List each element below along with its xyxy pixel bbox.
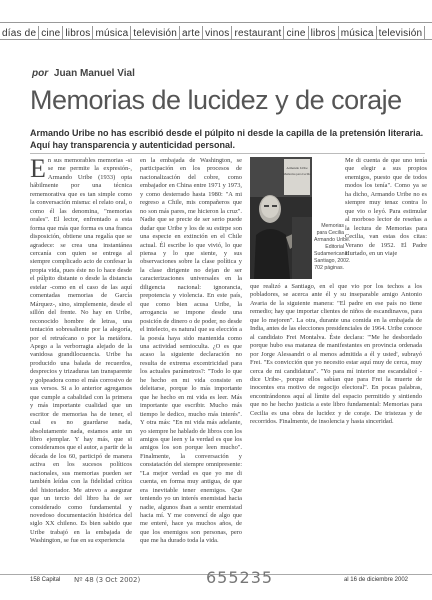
nav-item[interactable]: música	[339, 26, 377, 40]
author-name: Juan Manuel Vial	[53, 68, 135, 79]
column-text: Me di cuenta de que uno tenía que elegir a sus propios enemigos, puesto que de todos modos los tenía". Como ya se ha dicho, Armando Uribe no es siempre muy tenaz contra lo que vio o leyó. Para estimular al morboso lector de reseñas a la lectura de Memorias para Cecilia, van estas dos citas: Verano de 1952. El Padre Hurtado, en un viaje	[345, 157, 427, 257]
handwritten-number: 655235	[206, 568, 274, 587]
author-photo-image	[250, 157, 312, 279]
deck-line: Armando Uribe no has escribió desde el púlpito ni desde la capilla de la pretensión literaria.	[30, 128, 424, 138]
folio: 158 Capital	[30, 577, 61, 583]
article-column-2	[140, 157, 242, 570]
column-text: en la embajada de Washington, se participación en los procesos de nacionalización del cobre, como embajador en China entre 1971 y 1973, y como desterrado hasta 1980: "A mi regreso a Chile, mis compañeros que no son más pares, me hicieron la cruz". Nadie que se precie de ser serio puede dudar que Uribe y los de su estirpe son una especie en extinción en el Chile actual. Él escribe lo que vivió, lo que piensa y lo que siente, y sus observaciones sobre la clase política y la clase dirigente no dejan de ser caracterizaciones universales en la diligencia nacional: ignorancia, prepotencia y violencia. En este país, que como bien acusa Uribe, la arrogancia se impone desde una posición de dinero o de poder, no desde el intelecto, es natural que su elección a la poesía haya sido mantenida como una actividad semioculta. ¿O es que acaso la siguiente declaración no resulta de extrema excentricidad para los actuales parámetros?: "Todo lo que he hecho en mi vida consiste en deleitarse, porque lo más importante que he hecho en mi vida es leer. Más importante que escribir. Mucho más tiempo le dedico, mucho más interés". Y otra más: "En mi vida más adelante, yo siempre he hablado de libros con los amigos que leen y la verdad es que los amigos los son porque leen mucho". Finalmente, la conversación y constatación del siempre omnipresente: "La mejor verdad es que yo me di cuenta, en forma muy antigua, de que era inevitable tener enemigos. Que teniendo yo un interés enemistad hacia nadie, algunos iban a sentir enemistad hacia mí. Y me convencí de algo que me enteré, hace ya muchos años, de que los enemigos son personas, pero que me ha durado toda la vida.	[140, 157, 242, 545]
caption-line: Editorial	[325, 244, 344, 250]
article-column-4	[250, 283, 422, 570]
column-text: n sus memorables memorias -si se me permite la expresión-, Armando Uribe (1933) opta hábilmente por una técnica rememorativa que es tan simple como la conversación misma: el relato oral, o como él las denomina, "memorias orales". El lector, enfrentado a esta forma que más que forma es una franca disposición, obtiene una regalía que se agradece: se crea una instantánea cercanía con quien se entrega al siempre complicado acto de confesar la propia vida, pues éste no lo hace desde el púlpito distante o desde la distancia estelar -como en el caso de las aquí comentadas memorias de García Márquez-, sino, simplemente, desde el sillón del frente. No hay en Uribe, reconocido hombre de letras, una tentación sobresaliente por la alegoría, por el retruécano o por la metáfora. Apego a la verborragia alejado de la vanidosa grandilocuencia. Uribe ha producido una balada de recuerdos, desprecios y trizaduras tan transparente y golpeadora como el más corrosivo de sus versos. Si a lo anterior agregamos que cumple a cabalidad con la primera y más importante cualidad que un escritor de memorias ha de tener, el cual es no guardarse nada, absolutamente nada, estamos ante un libro ejemplar. Y hay más, que si consideramos que el autor, a partir de la década de los 60, participó de manera activa en los sucesos políticos nacionales, sus memorias pueden ser también leídas con la fidelidad crítica del historiador. Me atrevo a asegurar que un tercio del libro ha de ser considerado como fundamental y novedoso documentación histórica del siglo XX chileno. Es bien sabido que Uribe trabajó en la embajada de Washington, se fue en su experiencia	[30, 157, 132, 545]
photo-caption	[314, 223, 351, 272]
caption-line: para Cecilia	[316, 230, 344, 236]
nav-item[interactable]: televisión	[377, 26, 426, 40]
author-photo	[250, 157, 312, 279]
book-cover-image	[284, 159, 310, 195]
deck-line: Aquí hay transparencia y autenticidad personal.	[30, 140, 236, 150]
divider	[30, 153, 425, 154]
nav-item[interactable]: vinos	[203, 26, 232, 40]
nav-item[interactable]: música	[93, 26, 131, 40]
nav-item[interactable]: libros	[63, 26, 93, 40]
issue-date: al 16 de diciembre 2002	[343, 577, 408, 583]
article-column-1	[30, 157, 132, 570]
caption-line: Santiago, 2002.	[314, 258, 351, 264]
nav-item[interactable]: cine	[284, 26, 308, 40]
caption-line: Memorias	[321, 223, 344, 229]
article-title: Memorias de lucidez y de coraje	[30, 85, 402, 115]
nav-item[interactable]: días de	[0, 26, 39, 40]
book-cover-author: Armando Uribe	[286, 166, 308, 170]
nav-item[interactable]: arte	[180, 26, 203, 40]
byline-prefix: por	[32, 68, 49, 79]
nav-item[interactable]: libros	[309, 26, 339, 40]
nav-item[interactable]: restaurant	[232, 26, 284, 40]
handwritten-note: Nº 48 (3 Oct 2002)	[74, 576, 141, 584]
caption-line: Armando Uribe.	[314, 237, 351, 243]
nav-item[interactable]: cine	[39, 26, 63, 40]
caption-line: 702 páginas.	[314, 265, 344, 271]
article-deck	[30, 127, 425, 151]
caption-line: Sudamericana.	[314, 251, 349, 257]
column-text: que realizó a Santiago, en el que vio por los techos a los pobladores, se acerca ante él y su inseparable amigo Antonio Avaria de la siguiente manera: "El padre en ese país no tiene remedio; hay que importar clientes de niños de escandinavos, para que lo mejoren". La otra, durante una comida en la embajada de India, antes de las elecciones presidenciales de 1964. Uribe conoce al candidato Frei Montalva. Éste declara: "'Me he desbordado porque hubo esa matanza de manifestantes en provincia ordenada por Jorge Alessandri o al menos admitida a él y usted', subrayó Frei. "Es convicción que yo necesito estar aquí muy de cerca, muy cerca de mi candidatura". "Yo para mí interior me escandalicé -dice Uribe-, porque ellos sabían que para Frei la muerte de inocentes era motivo de regocijo electoral". En pocas palabras, encontrándonos aquí al límite del espacio permitido y sintiendo que no he hecho justicia a este libro fundamental: Memorias para Cecilia es una obra de lucidez y de coraje. De tristezas y de recorridos. Finalmente, de insolencia y hasta sinceridad.	[250, 283, 422, 426]
drop-cap: E	[30, 157, 46, 183]
byline	[32, 68, 135, 79]
nav-item[interactable]: televisión	[131, 26, 180, 40]
section-nav	[0, 22, 432, 40]
book-cover-title: Memorias para Cecilia	[283, 172, 311, 176]
